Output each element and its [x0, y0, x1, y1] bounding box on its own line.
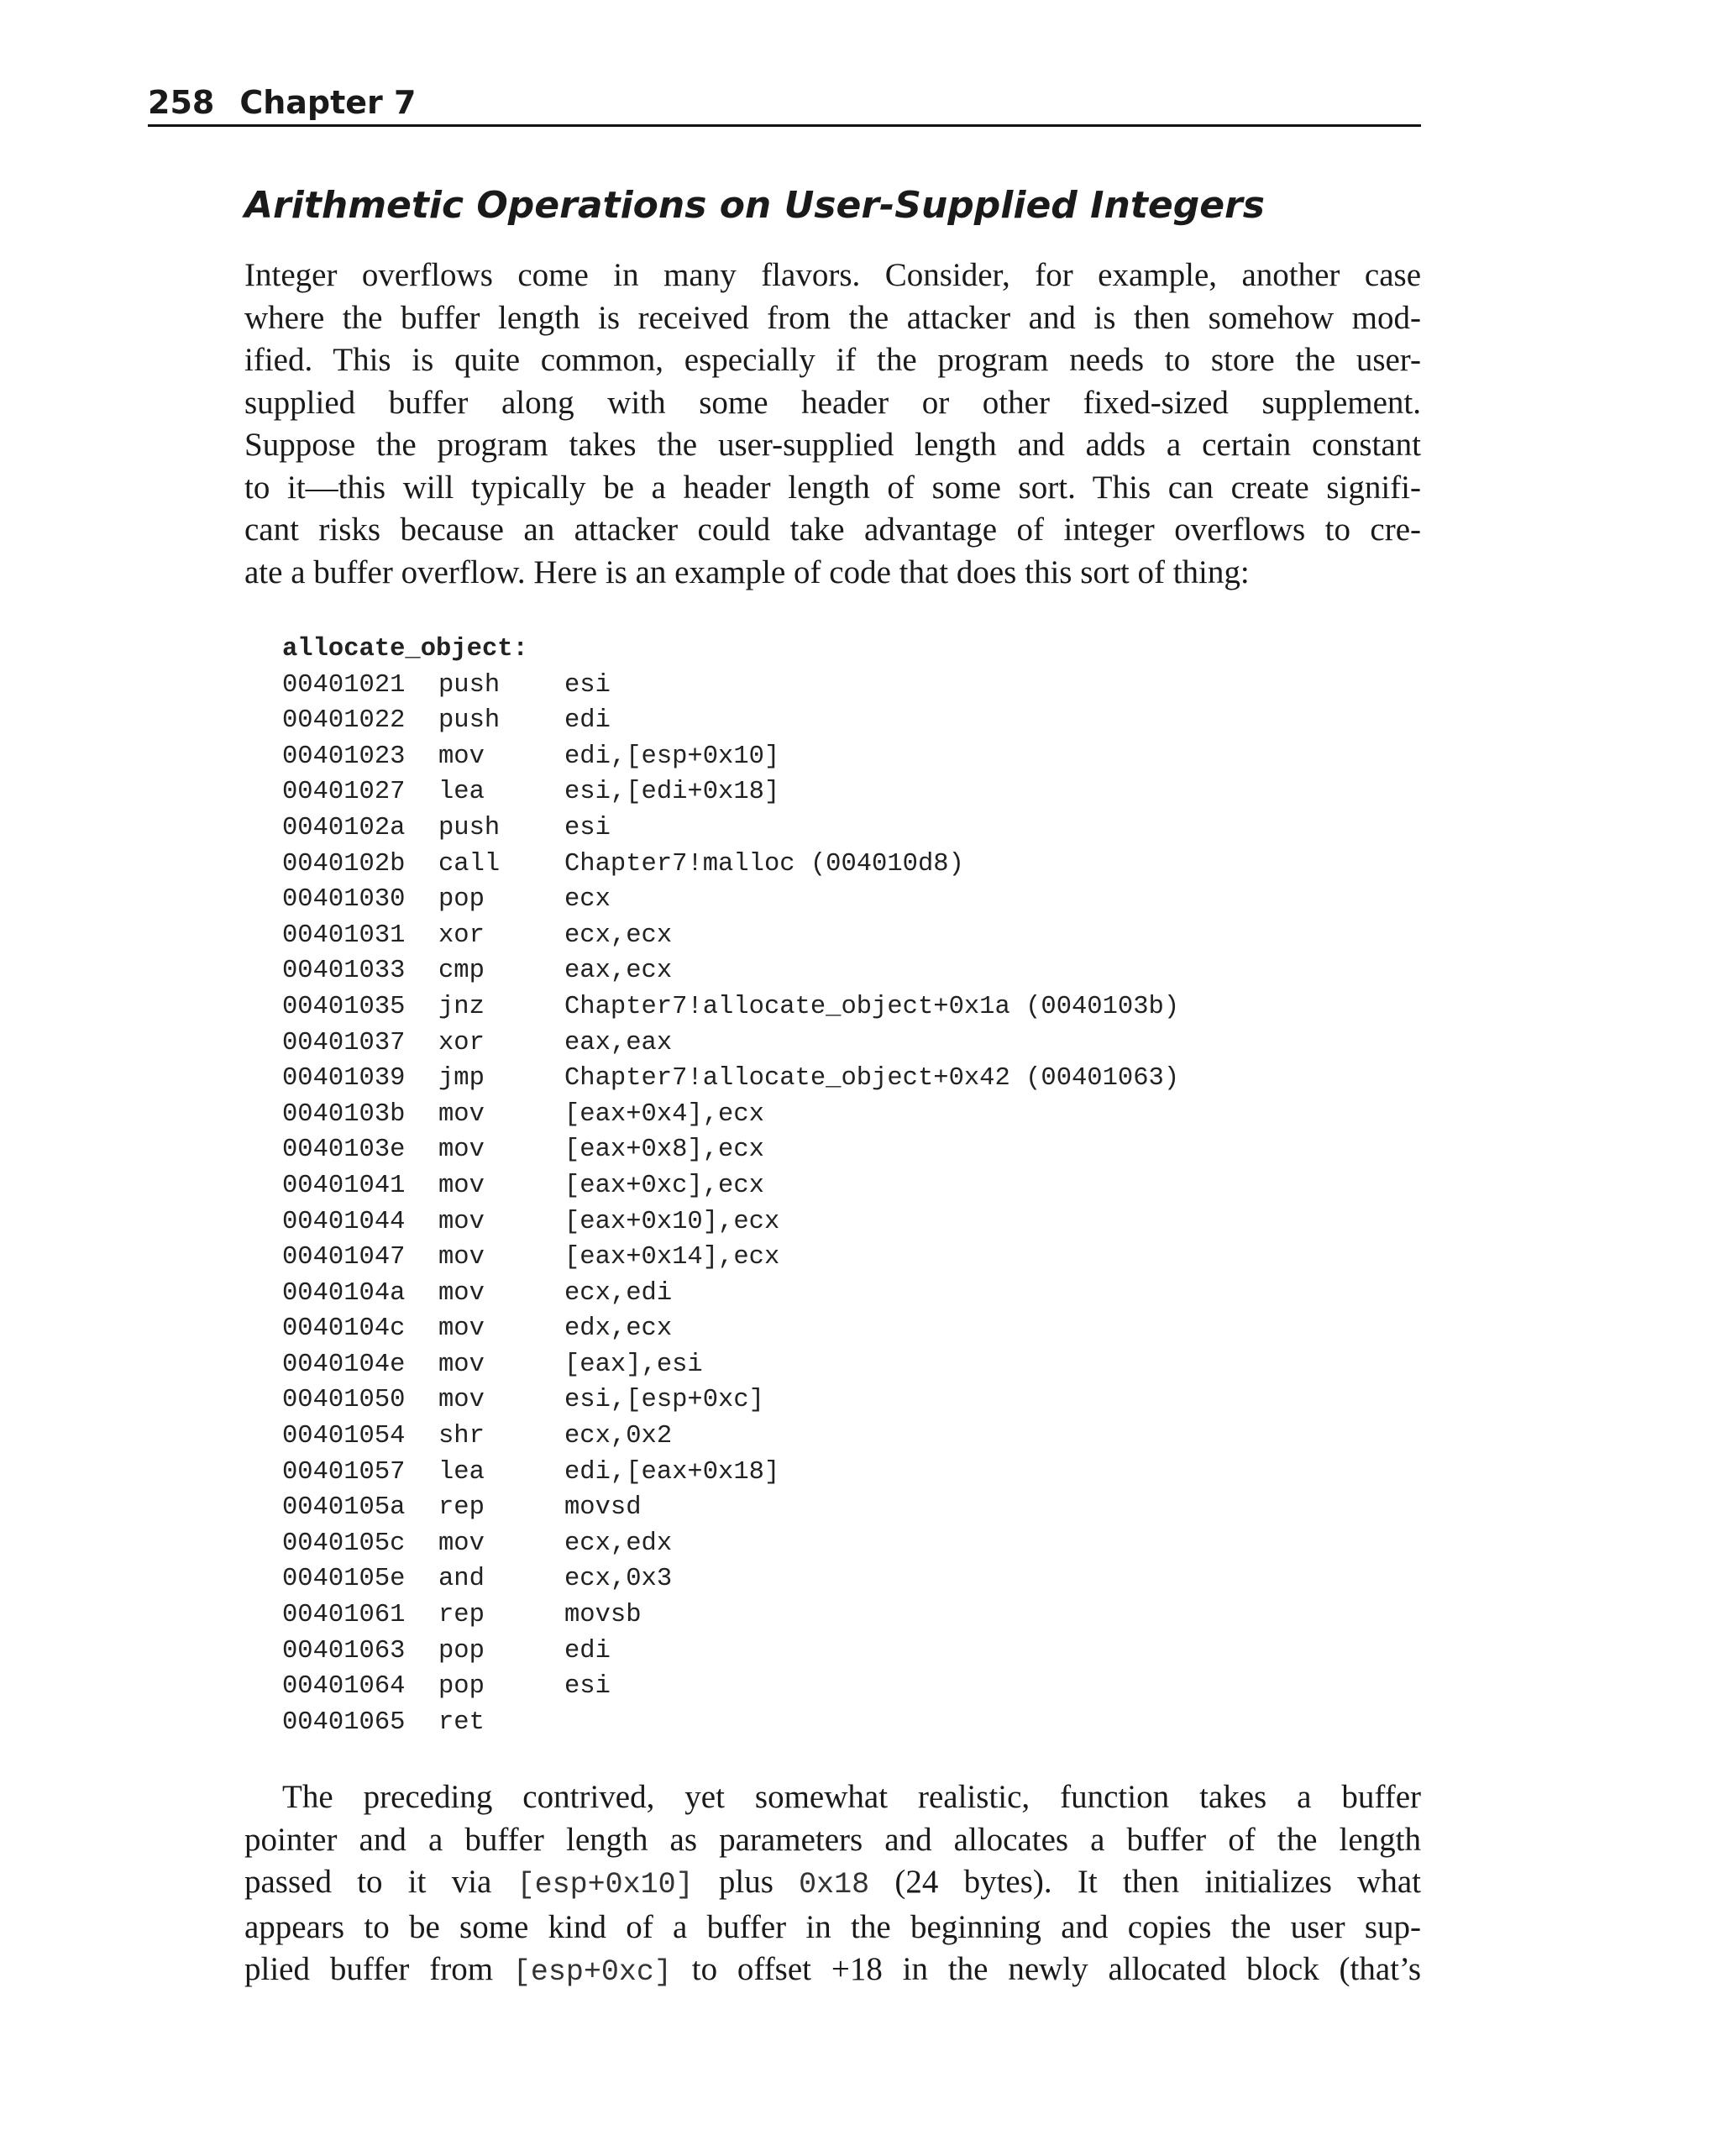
instruction-mnemonic: pop [438, 1672, 485, 1702]
instruction-operands: Chapter7!allocate_object+0x42 (00401063) [564, 1064, 1180, 1094]
page-number: 258 [148, 84, 215, 121]
text-run: to offset +18 in the newly allocated block (that’s [671, 1951, 1422, 1987]
paragraph-line: ified. This is quite common, especially if the program needs to store the user- [244, 342, 1421, 378]
instruction-mnemonic: jnz [438, 992, 485, 1021]
instruction-mnemonic: call [438, 849, 501, 879]
section-title: Arithmetic Operations on User-Supplied Integers [244, 184, 1265, 227]
listing-row [282, 1455, 1179, 1491]
listing-row [282, 1132, 1179, 1168]
text-run: plied buffer from [244, 1951, 513, 1987]
listing-row [282, 1705, 1179, 1741]
function-label: allocate_object: [282, 635, 528, 664]
instruction-address: 0040102a [282, 813, 406, 842]
inline-code: [esp+0x10] [517, 1868, 694, 1902]
listing-row [282, 989, 1179, 1026]
assembly-listing [282, 632, 1179, 1740]
listing-row [282, 739, 1179, 775]
listing-row [282, 668, 1179, 704]
instruction-mnemonic: jmp [438, 1064, 485, 1094]
instruction-mnemonic: mov [438, 1529, 485, 1558]
instruction-mnemonic: and [438, 1565, 485, 1594]
listing-row [282, 810, 1179, 847]
instruction-operands: esi,[edi+0x18] [564, 778, 780, 807]
instruction-mnemonic: push [438, 670, 501, 700]
intro-paragraph [244, 254, 1421, 594]
listing-row [282, 1276, 1179, 1312]
listing-row [282, 1597, 1179, 1634]
instruction-operands: eax,eax [564, 1028, 673, 1057]
listing-row [282, 1669, 1179, 1705]
instruction-mnemonic: lea [438, 778, 485, 807]
instruction-mnemonic: push [438, 813, 501, 842]
instruction-operands: edi,[esp+0x10] [564, 742, 780, 771]
instruction-operands: ecx,edi [564, 1278, 673, 1308]
explanation-paragraph [244, 1776, 1421, 1994]
instruction-address: 00401021 [282, 670, 406, 700]
instruction-address: 00401022 [282, 706, 406, 736]
listing-row [282, 1026, 1179, 1062]
instruction-address: 0040103b [282, 1099, 406, 1129]
instruction-address: 00401064 [282, 1672, 406, 1702]
instruction-address: 00401044 [282, 1207, 406, 1236]
instruction-address: 00401061 [282, 1601, 406, 1630]
instruction-mnemonic: mov [438, 1314, 485, 1344]
listing-row [282, 847, 1179, 883]
paragraph-line: appears to be some kind of a buffer in the beginning and copies the user sup- [244, 1908, 1421, 1945]
instruction-mnemonic: rep [438, 1493, 485, 1523]
instruction-address: 0040105c [282, 1529, 406, 1558]
instruction-address: 0040105e [282, 1565, 406, 1594]
instruction-mnemonic: mov [438, 1278, 485, 1308]
instruction-operands: [eax+0x8],ecx [564, 1136, 764, 1165]
listing-row [282, 1097, 1179, 1133]
instruction-mnemonic: mov [438, 1386, 485, 1415]
inline-code: 0x18 [799, 1868, 870, 1902]
instruction-operands: ecx,ecx [564, 921, 673, 950]
instruction-mnemonic: mov [438, 1350, 485, 1379]
instruction-operands: ecx,0x3 [564, 1565, 673, 1594]
instruction-operands: [eax+0x14],ecx [564, 1243, 780, 1272]
instruction-address: 0040104a [282, 1278, 406, 1308]
instruction-operands: Chapter7!allocate_object+0x1a (0040103b) [564, 992, 1180, 1021]
listing-row [282, 1561, 1179, 1597]
listing-row [282, 953, 1179, 989]
instruction-address: 00401047 [282, 1243, 406, 1272]
listing-row [282, 1347, 1179, 1383]
listing-row [282, 918, 1179, 954]
instruction-address: 00401035 [282, 992, 406, 1021]
instruction-address: 00401063 [282, 1636, 406, 1666]
paragraph-line: ate a buffer overflow. Here is an example of code that does this sort of thing: [244, 553, 1250, 590]
instruction-mnemonic: mov [438, 1243, 485, 1272]
instruction-mnemonic: xor [438, 921, 485, 950]
listing-row [282, 1204, 1179, 1241]
instruction-operands: ecx [564, 885, 611, 915]
instruction-operands: movsb [564, 1601, 642, 1630]
listing-row [282, 1634, 1179, 1670]
instruction-operands: ecx,edx [564, 1529, 673, 1558]
instruction-address: 0040104e [282, 1350, 406, 1379]
instruction-mnemonic: mov [438, 1207, 485, 1236]
instruction-operands: esi [564, 1672, 611, 1702]
instruction-address: 00401031 [282, 921, 406, 950]
running-header [148, 81, 1421, 127]
instruction-mnemonic: mov [438, 742, 485, 771]
instruction-operands: esi [564, 813, 611, 842]
instruction-operands: movsd [564, 1493, 642, 1523]
text-run: plus [693, 1864, 800, 1900]
instruction-operands: [eax+0x4],ecx [564, 1099, 764, 1129]
paragraph-line: The preceding contrived, yet somewhat realistic, function takes a buffer [282, 1779, 1421, 1815]
instruction-operands: edi,[eax+0x18] [564, 1457, 780, 1487]
paragraph-line: Integer overflows come in many flavors. Consider, for example, another case [244, 257, 1421, 293]
paragraph-line [244, 1861, 1421, 1907]
text-run: passed to it via [244, 1864, 517, 1900]
listing-row [282, 1061, 1179, 1097]
instruction-mnemonic: pop [438, 1636, 485, 1666]
listing-row [282, 1240, 1179, 1276]
instruction-address: 0040105a [282, 1493, 406, 1523]
instruction-address: 00401050 [282, 1386, 406, 1415]
instruction-address: 00401037 [282, 1028, 406, 1057]
listing-row [282, 1168, 1179, 1204]
inline-code: [esp+0xc] [512, 1955, 672, 1989]
instruction-address: 00401033 [282, 957, 406, 986]
instruction-address: 00401057 [282, 1457, 406, 1487]
instruction-mnemonic: push [438, 706, 501, 736]
instruction-mnemonic: rep [438, 1601, 485, 1630]
instruction-operands: [eax+0x10],ecx [564, 1207, 780, 1236]
instruction-operands: ecx,0x2 [564, 1422, 673, 1451]
instruction-operands: [eax+0xc],ecx [564, 1171, 764, 1200]
text-run: (24 bytes). It then initializes what [869, 1864, 1421, 1900]
instruction-address: 00401023 [282, 742, 406, 771]
instruction-mnemonic: pop [438, 885, 485, 915]
instruction-mnemonic: mov [438, 1099, 485, 1129]
instruction-address: 00401030 [282, 885, 406, 915]
listing-row [282, 1382, 1179, 1419]
instruction-address: 00401039 [282, 1064, 406, 1094]
instruction-operands: esi,[esp+0xc] [564, 1386, 764, 1415]
listing-row [282, 882, 1179, 918]
paragraph-line: where the buffer length is received from the attacker and is then somehow mod- [244, 299, 1421, 336]
instruction-mnemonic: ret [438, 1707, 485, 1737]
paragraph-line: pointer and a buffer length as parameters and allocates a buffer of the length [244, 1821, 1421, 1858]
chapter-label: Chapter 7 [239, 84, 417, 121]
paragraph-line [244, 1949, 1421, 1994]
instruction-address: 00401027 [282, 778, 406, 807]
listing-row [282, 703, 1179, 739]
instruction-address: 00401054 [282, 1422, 406, 1451]
instruction-operands: edx,ecx [564, 1314, 673, 1344]
instruction-operands: esi [564, 670, 611, 700]
instruction-mnemonic: xor [438, 1028, 485, 1057]
listing-row [282, 1419, 1179, 1455]
instruction-mnemonic: mov [438, 1136, 485, 1165]
listing-row [282, 1526, 1179, 1562]
paragraph-line: supplied buffer along with some header or other fixed-sized supplement. [244, 384, 1421, 421]
paragraph-line: to it—this will typically be a header length of some sort. This can create signifi- [244, 469, 1421, 506]
instruction-operands: edi [564, 1636, 611, 1666]
listing-row [282, 1490, 1179, 1526]
paragraph-line: cant risks because an attacker could take advantage of integer overflows to cre- [244, 511, 1421, 548]
listing-row [282, 1311, 1179, 1347]
instruction-address: 0040103e [282, 1136, 406, 1165]
instruction-operands: eax,ecx [564, 957, 673, 986]
listing-row [282, 774, 1179, 810]
instruction-mnemonic: mov [438, 1171, 485, 1200]
instruction-operands: Chapter7!malloc (004010d8) [564, 849, 964, 879]
listing-rows [282, 668, 1179, 1741]
instruction-mnemonic: lea [438, 1457, 485, 1487]
instruction-address: 00401065 [282, 1707, 406, 1737]
instruction-operands: [eax],esi [564, 1350, 703, 1379]
instruction-mnemonic: shr [438, 1422, 485, 1451]
instruction-address: 0040102b [282, 849, 406, 879]
paragraph-line: Suppose the program takes the user-supplied length and adds a certain constant [244, 427, 1421, 463]
instruction-address: 00401041 [282, 1171, 406, 1200]
instruction-mnemonic: cmp [438, 957, 485, 986]
instruction-operands: edi [564, 706, 611, 736]
instruction-address: 0040104c [282, 1314, 406, 1344]
